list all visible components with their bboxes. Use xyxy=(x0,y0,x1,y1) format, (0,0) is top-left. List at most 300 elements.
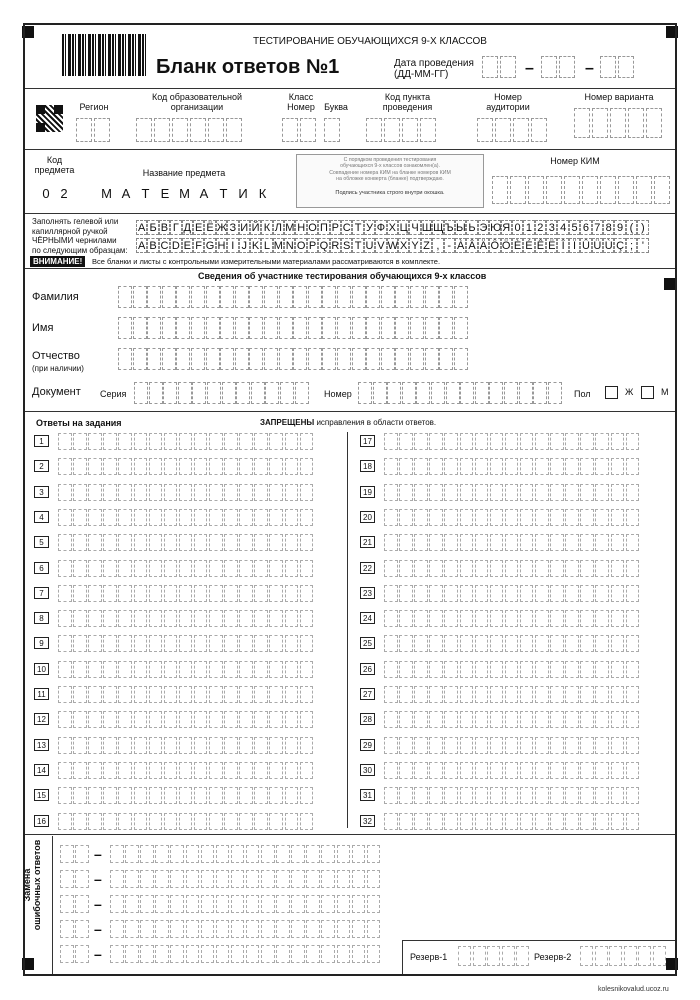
replacement-answer-cell[interactable] xyxy=(170,920,184,938)
answer-cell-21[interactable] xyxy=(595,534,609,551)
answer-cell-29[interactable] xyxy=(520,737,534,754)
answer-cell-25[interactable] xyxy=(429,635,443,652)
answer-cell-9[interactable] xyxy=(88,635,102,652)
replacement-answer-cell[interactable] xyxy=(321,895,335,913)
document-number-cell[interactable] xyxy=(358,382,372,404)
answer-cell-27[interactable] xyxy=(520,686,534,703)
replacement-answer-cell[interactable] xyxy=(246,920,260,938)
answer-cell-15[interactable] xyxy=(285,787,299,804)
answer-cell-18[interactable] xyxy=(580,458,594,475)
replacement-answer-cell[interactable] xyxy=(352,870,366,888)
answer-cell-11[interactable] xyxy=(194,686,208,703)
name-cell[interactable] xyxy=(308,317,322,339)
answer-cell-27[interactable] xyxy=(550,686,564,703)
answer-cell-12[interactable] xyxy=(164,711,178,728)
replacement-answer-cell[interactable] xyxy=(110,845,124,863)
answer-cell-2[interactable] xyxy=(254,458,268,475)
answer-cell-8[interactable] xyxy=(164,610,178,627)
answer-cell-25[interactable] xyxy=(565,635,579,652)
answer-cell-29[interactable] xyxy=(490,737,504,754)
answer-cell-23[interactable] xyxy=(580,585,594,602)
answer-cell-18[interactable] xyxy=(626,458,640,475)
answer-cell-24[interactable] xyxy=(399,610,413,627)
replacement-answer-cell[interactable] xyxy=(140,895,154,913)
answer-cell-28[interactable] xyxy=(550,711,564,728)
answer-cell-19[interactable] xyxy=(414,484,428,501)
answer-cell-23[interactable] xyxy=(611,585,625,602)
replacement-answer-cell[interactable] xyxy=(367,945,381,963)
replacement-answer-cell[interactable] xyxy=(321,870,335,888)
answer-cell-3[interactable] xyxy=(88,484,102,501)
answer-cell-12[interactable] xyxy=(103,711,117,728)
answer-cell-24[interactable] xyxy=(611,610,625,627)
answer-cell-20[interactable] xyxy=(626,509,640,526)
answer-cell-30[interactable] xyxy=(505,762,519,779)
answer-cell-22[interactable] xyxy=(505,560,519,577)
answer-cell-4[interactable] xyxy=(285,509,299,526)
answer-cell-25[interactable] xyxy=(550,635,564,652)
answer-cell-13[interactable] xyxy=(285,737,299,754)
answer-cell-21[interactable] xyxy=(520,534,534,551)
subject-name-letter[interactable]: И xyxy=(235,183,252,205)
replacement-answer-cell[interactable] xyxy=(291,895,305,913)
answer-cell-17[interactable] xyxy=(460,433,474,450)
answer-cell-17[interactable] xyxy=(399,433,413,450)
replacement-number-cell[interactable] xyxy=(60,870,74,888)
reserve2-cell[interactable] xyxy=(609,946,622,966)
surname-cell[interactable] xyxy=(337,286,351,308)
answer-cell-19[interactable] xyxy=(460,484,474,501)
answer-cell-19[interactable] xyxy=(565,484,579,501)
answer-cell-16[interactable] xyxy=(103,813,117,830)
document-series-cell[interactable] xyxy=(163,382,177,404)
answer-cell-3[interactable] xyxy=(194,484,208,501)
answer-cell-31[interactable] xyxy=(384,787,398,804)
answer-cell-18[interactable] xyxy=(611,458,625,475)
subject-name-letter[interactable]: К xyxy=(254,183,271,205)
replacement-answer-cell[interactable] xyxy=(291,920,305,938)
replacement-answer-cell[interactable] xyxy=(306,945,320,963)
subject-name-letter[interactable]: А xyxy=(196,183,213,205)
answer-cell-24[interactable] xyxy=(626,610,640,627)
surname-cell[interactable] xyxy=(118,286,132,308)
variant-number-cell[interactable] xyxy=(592,108,608,138)
region-cell[interactable] xyxy=(76,118,92,142)
answer-cell-7[interactable] xyxy=(300,585,314,602)
answer-cell-9[interactable] xyxy=(118,635,132,652)
answer-cell-4[interactable] xyxy=(209,509,223,526)
answer-cell-13[interactable] xyxy=(164,737,178,754)
point-code-cell[interactable] xyxy=(384,118,400,142)
replacement-answer-cell[interactable] xyxy=(261,870,275,888)
answer-cell-30[interactable] xyxy=(611,762,625,779)
answer-cell-32[interactable] xyxy=(475,813,489,830)
surname-cell[interactable] xyxy=(425,286,439,308)
answer-cell-14[interactable] xyxy=(239,762,253,779)
answer-cell-11[interactable] xyxy=(134,686,148,703)
answer-cell-2[interactable] xyxy=(103,458,117,475)
reserve2-cell[interactable] xyxy=(653,946,666,966)
answer-cell-32[interactable] xyxy=(611,813,625,830)
reserve2-cell[interactable] xyxy=(638,946,651,966)
name-cell[interactable] xyxy=(133,317,147,339)
answer-cell-3[interactable] xyxy=(103,484,117,501)
answer-cell-27[interactable] xyxy=(565,686,579,703)
patronymic-cell[interactable] xyxy=(147,348,161,370)
document-number-cell[interactable] xyxy=(387,382,401,404)
date-cell[interactable] xyxy=(618,56,634,78)
answer-cell-26[interactable] xyxy=(611,661,625,678)
answer-cell-8[interactable] xyxy=(103,610,117,627)
answer-cell-6[interactable] xyxy=(73,560,87,577)
answer-cell-20[interactable] xyxy=(595,509,609,526)
answer-cell-2[interactable] xyxy=(239,458,253,475)
replacement-answer-cell[interactable] xyxy=(276,870,290,888)
answer-cell-7[interactable] xyxy=(103,585,117,602)
answer-cell-8[interactable] xyxy=(88,610,102,627)
replacement-answer-cell[interactable] xyxy=(321,845,335,863)
patronymic-cell[interactable] xyxy=(264,348,278,370)
answer-cell-30[interactable] xyxy=(565,762,579,779)
replacement-answer-cell[interactable] xyxy=(231,845,245,863)
answer-cell-21[interactable] xyxy=(550,534,564,551)
replacement-answer-cell[interactable] xyxy=(125,895,139,913)
answer-cell-23[interactable] xyxy=(595,585,609,602)
name-cell[interactable] xyxy=(220,317,234,339)
answer-cell-14[interactable] xyxy=(254,762,268,779)
answer-cell-12[interactable] xyxy=(209,711,223,728)
answer-cell-23[interactable] xyxy=(414,585,428,602)
answer-cell-31[interactable] xyxy=(520,787,534,804)
answer-cell-6[interactable] xyxy=(254,560,268,577)
replacement-answer-cell[interactable] xyxy=(337,845,351,863)
answer-cell-17[interactable] xyxy=(565,433,579,450)
date-cell[interactable] xyxy=(541,56,557,78)
document-series-cell[interactable] xyxy=(251,382,265,404)
name-cell[interactable] xyxy=(206,317,220,339)
answer-cell-4[interactable] xyxy=(118,509,132,526)
answer-cell-8[interactable] xyxy=(179,610,193,627)
answer-cell-20[interactable] xyxy=(384,509,398,526)
answer-cell-2[interactable] xyxy=(209,458,223,475)
answer-cell-20[interactable] xyxy=(429,509,443,526)
answer-cell-14[interactable] xyxy=(88,762,102,779)
answer-cell-24[interactable] xyxy=(595,610,609,627)
answer-cell-9[interactable] xyxy=(73,635,87,652)
answer-cell-27[interactable] xyxy=(535,686,549,703)
answer-cell-11[interactable] xyxy=(300,686,314,703)
answer-cell-5[interactable] xyxy=(58,534,72,551)
answer-cell-26[interactable] xyxy=(429,661,443,678)
replacement-answer-cell[interactable] xyxy=(246,845,260,863)
answer-cell-25[interactable] xyxy=(399,635,413,652)
replacement-answer-cell[interactable] xyxy=(352,845,366,863)
answer-cell-7[interactable] xyxy=(149,585,163,602)
answer-cell-30[interactable] xyxy=(414,762,428,779)
answer-cell-23[interactable] xyxy=(565,585,579,602)
answer-cell-16[interactable] xyxy=(118,813,132,830)
answer-cell-7[interactable] xyxy=(179,585,193,602)
replacement-answer-cell[interactable] xyxy=(231,945,245,963)
answer-cell-20[interactable] xyxy=(565,509,579,526)
document-series-cell[interactable] xyxy=(295,382,309,404)
answer-cell-21[interactable] xyxy=(475,534,489,551)
answer-cell-31[interactable] xyxy=(580,787,594,804)
answer-cell-21[interactable] xyxy=(460,534,474,551)
answer-cell-32[interactable] xyxy=(460,813,474,830)
answer-cell-25[interactable] xyxy=(460,635,474,652)
answer-cell-8[interactable] xyxy=(58,610,72,627)
answer-cell-17[interactable] xyxy=(550,433,564,450)
answer-cell-15[interactable] xyxy=(254,787,268,804)
answer-cell-9[interactable] xyxy=(179,635,193,652)
answer-cell-6[interactable] xyxy=(164,560,178,577)
answer-cell-1[interactable] xyxy=(73,433,87,450)
answer-cell-5[interactable] xyxy=(179,534,193,551)
answer-cell-13[interactable] xyxy=(73,737,87,754)
answer-cell-18[interactable] xyxy=(429,458,443,475)
answer-cell-6[interactable] xyxy=(269,560,283,577)
surname-cell[interactable] xyxy=(366,286,380,308)
answer-cell-15[interactable] xyxy=(88,787,102,804)
answer-cell-21[interactable] xyxy=(580,534,594,551)
name-cell[interactable] xyxy=(279,317,293,339)
answer-cell-20[interactable] xyxy=(505,509,519,526)
document-number-cell[interactable] xyxy=(402,382,416,404)
answer-cell-23[interactable] xyxy=(475,585,489,602)
replacement-answer-cell[interactable] xyxy=(216,870,230,888)
answer-cell-16[interactable] xyxy=(269,813,283,830)
answer-cell-1[interactable] xyxy=(239,433,253,450)
answer-cell-18[interactable] xyxy=(460,458,474,475)
answer-cell-29[interactable] xyxy=(565,737,579,754)
answer-cell-14[interactable] xyxy=(134,762,148,779)
answer-cell-17[interactable] xyxy=(384,433,398,450)
answer-cell-22[interactable] xyxy=(550,560,564,577)
answer-cell-20[interactable] xyxy=(520,509,534,526)
name-cell[interactable] xyxy=(439,317,453,339)
replacement-answer-cell[interactable] xyxy=(276,895,290,913)
answer-cell-28[interactable] xyxy=(460,711,474,728)
replacement-number-cell[interactable] xyxy=(60,845,74,863)
answer-cell-8[interactable] xyxy=(239,610,253,627)
answer-cell-22[interactable] xyxy=(429,560,443,577)
answer-cell-12[interactable] xyxy=(88,711,102,728)
answer-cell-6[interactable] xyxy=(209,560,223,577)
answer-cell-1[interactable] xyxy=(285,433,299,450)
answer-cell-11[interactable] xyxy=(118,686,132,703)
answer-cell-17[interactable] xyxy=(595,433,609,450)
answer-cell-20[interactable] xyxy=(460,509,474,526)
answer-cell-21[interactable] xyxy=(565,534,579,551)
answer-cell-28[interactable] xyxy=(535,711,549,728)
patronymic-cell[interactable] xyxy=(249,348,263,370)
answer-cell-10[interactable] xyxy=(103,661,117,678)
answer-cell-22[interactable] xyxy=(384,560,398,577)
answer-cell-31[interactable] xyxy=(475,787,489,804)
answer-cell-27[interactable] xyxy=(580,686,594,703)
name-cell[interactable] xyxy=(322,317,336,339)
answer-cell-7[interactable] xyxy=(194,585,208,602)
replacement-answer-cell[interactable] xyxy=(321,920,335,938)
answer-cell-9[interactable] xyxy=(300,635,314,652)
answer-cell-3[interactable] xyxy=(149,484,163,501)
org-code-cell[interactable] xyxy=(172,118,188,142)
answer-cell-7[interactable] xyxy=(239,585,253,602)
answer-cell-9[interactable] xyxy=(103,635,117,652)
answer-cell-16[interactable] xyxy=(194,813,208,830)
answer-cell-19[interactable] xyxy=(535,484,549,501)
answer-cell-19[interactable] xyxy=(580,484,594,501)
document-series-cell[interactable] xyxy=(192,382,206,404)
answer-cell-4[interactable] xyxy=(224,509,238,526)
answer-cell-5[interactable] xyxy=(103,534,117,551)
answer-cell-30[interactable] xyxy=(444,762,458,779)
answer-cell-4[interactable] xyxy=(194,509,208,526)
org-code-cell[interactable] xyxy=(226,118,242,142)
answer-cell-12[interactable] xyxy=(239,711,253,728)
answer-cell-7[interactable] xyxy=(134,585,148,602)
answer-cell-10[interactable] xyxy=(300,661,314,678)
subject-name-letter[interactable]: М xyxy=(176,183,193,205)
answer-cell-7[interactable] xyxy=(285,585,299,602)
answer-cell-3[interactable] xyxy=(209,484,223,501)
answer-cell-27[interactable] xyxy=(611,686,625,703)
answer-cell-20[interactable] xyxy=(611,509,625,526)
answer-cell-30[interactable] xyxy=(475,762,489,779)
patronymic-cell[interactable] xyxy=(381,348,395,370)
answer-cell-24[interactable] xyxy=(490,610,504,627)
answer-cell-7[interactable] xyxy=(269,585,283,602)
answer-cell-32[interactable] xyxy=(399,813,413,830)
answer-cell-21[interactable] xyxy=(535,534,549,551)
answer-cell-10[interactable] xyxy=(224,661,238,678)
document-series-cell[interactable] xyxy=(222,382,236,404)
answer-cell-31[interactable] xyxy=(535,787,549,804)
answer-cell-28[interactable] xyxy=(414,711,428,728)
replacement-answer-cell[interactable] xyxy=(246,870,260,888)
answer-cell-3[interactable] xyxy=(118,484,132,501)
surname-cell[interactable] xyxy=(176,286,190,308)
answer-cell-11[interactable] xyxy=(73,686,87,703)
patronymic-cell[interactable] xyxy=(235,348,249,370)
answer-cell-13[interactable] xyxy=(179,737,193,754)
answer-cell-14[interactable] xyxy=(149,762,163,779)
patronymic-cell[interactable] xyxy=(133,348,147,370)
replacement-answer-cell[interactable] xyxy=(186,945,200,963)
answer-cell-27[interactable] xyxy=(384,686,398,703)
answer-cell-28[interactable] xyxy=(505,711,519,728)
answer-cell-12[interactable] xyxy=(149,711,163,728)
name-cell[interactable] xyxy=(249,317,263,339)
replacement-answer-cell[interactable] xyxy=(110,920,124,938)
answer-cell-20[interactable] xyxy=(580,509,594,526)
kim-cell[interactable] xyxy=(492,176,508,204)
answer-cell-24[interactable] xyxy=(444,610,458,627)
answer-cell-2[interactable] xyxy=(73,458,87,475)
replacement-number-cell[interactable] xyxy=(60,920,74,938)
answer-cell-2[interactable] xyxy=(269,458,283,475)
answer-cell-7[interactable] xyxy=(224,585,238,602)
answer-cell-1[interactable] xyxy=(269,433,283,450)
answer-cell-3[interactable] xyxy=(300,484,314,501)
answer-cell-18[interactable] xyxy=(414,458,428,475)
answer-cell-19[interactable] xyxy=(626,484,640,501)
answer-cell-10[interactable] xyxy=(254,661,268,678)
answer-cell-26[interactable] xyxy=(535,661,549,678)
answer-cell-9[interactable] xyxy=(149,635,163,652)
name-cell[interactable] xyxy=(337,317,351,339)
answer-cell-14[interactable] xyxy=(194,762,208,779)
surname-cell[interactable] xyxy=(322,286,336,308)
answer-cell-28[interactable] xyxy=(490,711,504,728)
answer-cell-17[interactable] xyxy=(611,433,625,450)
replacement-answer-cell[interactable] xyxy=(261,945,275,963)
answer-cell-9[interactable] xyxy=(239,635,253,652)
answer-cell-6[interactable] xyxy=(88,560,102,577)
surname-cell[interactable] xyxy=(454,286,468,308)
answer-cell-13[interactable] xyxy=(254,737,268,754)
answer-cell-8[interactable] xyxy=(149,610,163,627)
answer-cell-3[interactable] xyxy=(134,484,148,501)
answer-cell-30[interactable] xyxy=(399,762,413,779)
answer-cell-17[interactable] xyxy=(520,433,534,450)
answer-cell-16[interactable] xyxy=(300,813,314,830)
patronymic-cell[interactable] xyxy=(162,348,176,370)
answer-cell-3[interactable] xyxy=(73,484,87,501)
answer-cell-18[interactable] xyxy=(520,458,534,475)
answer-cell-8[interactable] xyxy=(269,610,283,627)
kim-cell[interactable] xyxy=(636,176,652,204)
answer-cell-28[interactable] xyxy=(444,711,458,728)
answer-cell-27[interactable] xyxy=(429,686,443,703)
answer-cell-12[interactable] xyxy=(194,711,208,728)
answer-cell-14[interactable] xyxy=(285,762,299,779)
answer-cell-18[interactable] xyxy=(490,458,504,475)
answer-cell-21[interactable] xyxy=(490,534,504,551)
replacement-answer-cell[interactable] xyxy=(231,920,245,938)
answer-cell-9[interactable] xyxy=(164,635,178,652)
answer-cell-29[interactable] xyxy=(611,737,625,754)
answer-cell-4[interactable] xyxy=(103,509,117,526)
replacement-answer-cell[interactable] xyxy=(216,920,230,938)
answer-cell-9[interactable] xyxy=(224,635,238,652)
answer-cell-4[interactable] xyxy=(179,509,193,526)
answer-cell-11[interactable] xyxy=(254,686,268,703)
document-number-cell[interactable] xyxy=(416,382,430,404)
room-number-cell[interactable] xyxy=(477,118,493,142)
answer-cell-31[interactable] xyxy=(414,787,428,804)
answer-cell-2[interactable] xyxy=(285,458,299,475)
answer-cell-10[interactable] xyxy=(134,661,148,678)
answer-cell-21[interactable] xyxy=(429,534,443,551)
answer-cell-6[interactable] xyxy=(285,560,299,577)
surname-cell[interactable] xyxy=(352,286,366,308)
answer-cell-1[interactable] xyxy=(118,433,132,450)
answer-cell-20[interactable] xyxy=(535,509,549,526)
replacement-answer-cell[interactable] xyxy=(246,945,260,963)
answer-cell-5[interactable] xyxy=(254,534,268,551)
replacement-answer-cell[interactable] xyxy=(155,895,169,913)
answer-cell-15[interactable] xyxy=(103,787,117,804)
answer-cell-24[interactable] xyxy=(460,610,474,627)
answer-cell-31[interactable] xyxy=(399,787,413,804)
reserve2-cell[interactable] xyxy=(624,946,637,966)
answer-cell-30[interactable] xyxy=(535,762,549,779)
name-cell[interactable] xyxy=(352,317,366,339)
answer-cell-26[interactable] xyxy=(414,661,428,678)
replacement-answer-cell[interactable] xyxy=(216,845,230,863)
